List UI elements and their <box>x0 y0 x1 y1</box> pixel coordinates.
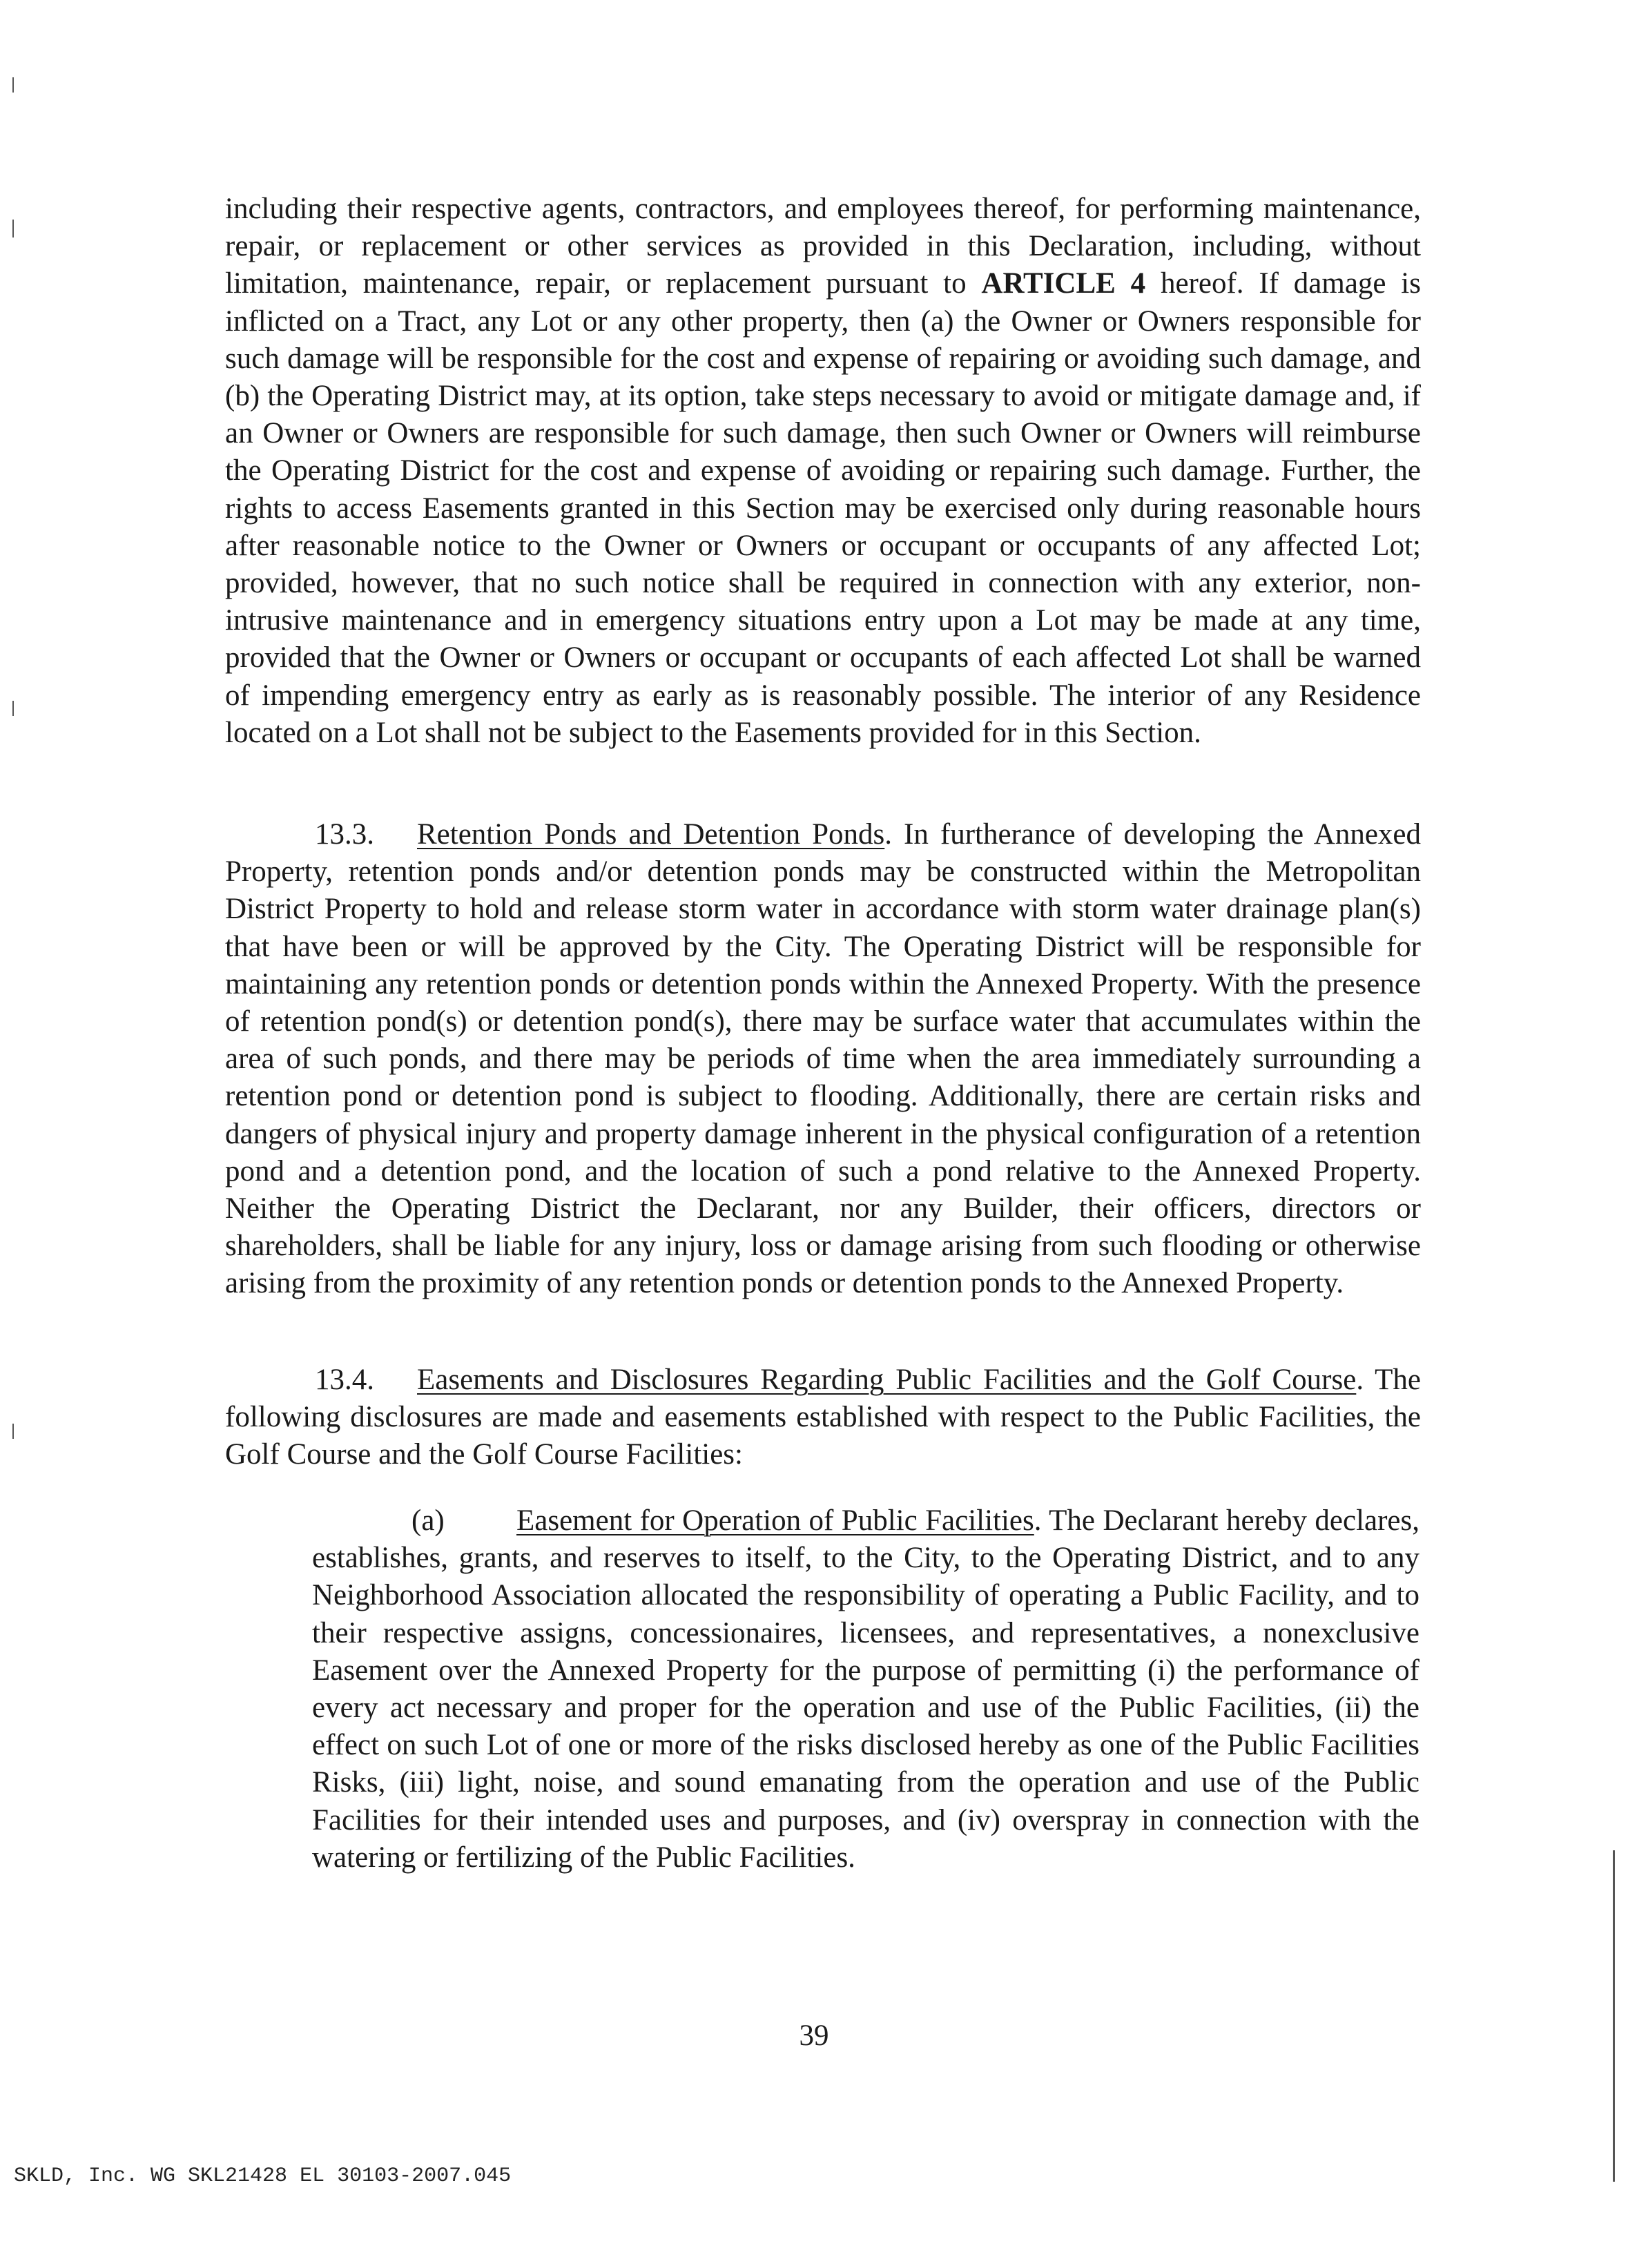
scan-mark <box>12 1424 14 1439</box>
section-13-3-text <box>225 816 1421 1303</box>
page-number: 39 <box>799 2019 829 2052</box>
footer-document-id: SKLD, Inc. WG SKL21428 EL 30103-2007.045 <box>14 2164 512 2188</box>
subsection-a <box>312 1502 1419 1877</box>
section-number: 13.4. <box>315 1364 374 1396</box>
section-13-4-text <box>225 1361 1421 1474</box>
article-reference: ARTICLE 4 <box>981 267 1146 300</box>
section-13-4 <box>225 1361 1421 1474</box>
continued-paragraph <box>225 191 1421 752</box>
scan-mark <box>12 220 14 238</box>
subsection-heading: Easement for Operation of Public Facilities <box>516 1504 1034 1537</box>
paragraph-text <box>225 191 1421 752</box>
section-body: . The following disclosures are made and easements established with respect to the Public Facilities, the Golf Course and the Golf Course Facilities: <box>225 1364 1422 1471</box>
paragraph-text-end: hereof. If damage is inflicted on a Tract, any Lot or any other property, then (a) the Owner or Owners responsible for such damage will be responsible for the cost and expense of repairing or avoiding such damage, and (b) the Operating District may, at its option, take steps necessary to avoid or mitigate damage and, if an Owner or Owners are responsible for such damage, then such Owner or Owners will reimburse the Operating District for the cost and expense of avoiding or repairing such damage. Further, the rights to access Easements granted in this Section may be exercised only during reasonable hours after reasonable notice to the Owner or Owners or occupant or occupants of any affected Lot; provided, however, that no such notice shall be required in connection with any exterior, non-intrusive maintenance and in emergency situations entry upon a Lot may be made at any time, provided that the Owner or Owners or occupant or occupants of each affected Lot shall be warned of impending emergency entry as early as is reasonably possible. The interior of any Residence located on a Lot shall not be subject to the Easements provided for in this Section. <box>225 267 1421 749</box>
paragraph-text-start: including their respective agents, contractors, and employees thereof, for performing maintenance, repair, or replacement or other services as provided in this Declaration, including, without limitation, maintenance, repair, or replacement pursuant to <box>225 193 1421 300</box>
section-number: 13.3. <box>315 818 374 851</box>
subsection-label: (a) <box>411 1504 445 1537</box>
scan-mark <box>12 701 14 716</box>
section-body: . In furtherance of developing the Annexed Property, retention ponds and/or detention ponds may be constructed within the Metropolitan District Property to hold and release storm water in accordance with storm water drainage plan(s) that have been or will be approved by the City. The Operating District will be responsible for maintaining any retention ponds or detention ponds within the Annexed Property. With the presence of retention pond(s) or detention pond(s), there may be surface water that accumulates within the area of such ponds, and there may be periods of time when the area immediately surrounding a retention pond or detention pond is subject to flooding. Additionally, there are certain risks and dangers of physical injury and property damage inherent in the physical configuration of a retention pond and a detention pond, and the location of such a pond relative to the Annexed Property. Neither the Operating District the Declarant, nor any Builder, their officers, directors or shareholders, shall be liable for any injury, loss or damage arising from such flooding or otherwise arising from the proximity of any retention ponds or detention ponds to the Annexed Property. <box>225 818 1421 1300</box>
subsection-a-text <box>312 1502 1419 1877</box>
scan-mark <box>1613 1850 1615 2182</box>
subsection-body: . The Declarant hereby declares, establishes, grants, and reserves to itself, to the City, to the Operating District, and to any Neighborhood Association allocated the responsibility of operating a Public Facility, and to their respective assigns, concessionaires, licensees, and representatives, a nonexclusive Easement over the Annexed Property for the purpose of permitting (i) the performance of every act necessary and proper for the operation and use of the Public Facilities, (ii) the effect on such Lot of one or more of the risks disclosed hereby as one of the Public Facilities Risks, (iii) light, noise, and sound emanating from the operation and use of the Public Facilities for their intended uses and purposes, and (iv) overspray in connection with the watering or fertilizing of the Public Facilities. <box>312 1504 1420 1874</box>
scan-mark <box>12 77 14 93</box>
section-heading: Retention Ponds and Detention Ponds <box>417 818 885 851</box>
section-13-3 <box>225 816 1421 1303</box>
section-heading: Easements and Disclosures Regarding Public Facilities and the Golf Course <box>417 1364 1357 1396</box>
